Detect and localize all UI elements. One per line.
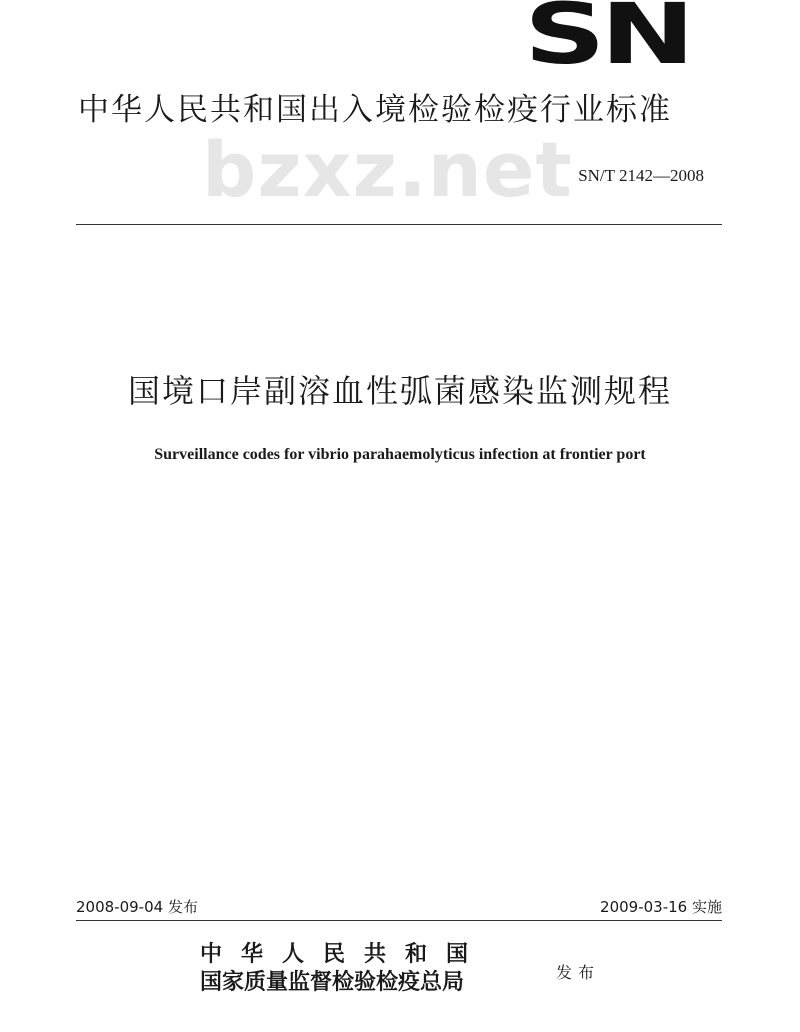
top-divider (76, 224, 722, 225)
industry-standard-title: 中华人民共和国出入境检验检疫行业标准 (78, 92, 672, 128)
publish-label: 发布 (556, 963, 601, 982)
watermark: bzxz.net (202, 125, 573, 214)
issuer-line-2: 国家质量监督检验检疫总局 (200, 969, 465, 995)
effective-date: 2009-03-16 实施 (600, 898, 722, 916)
bottom-divider (76, 920, 722, 921)
document-title-en: Surveillance codes for vibrio parahaemolyticus infection at frontier port (154, 446, 646, 463)
sn-logo: SN (524, 0, 690, 83)
issue-date: 2008-09-04 发布 (76, 898, 198, 916)
document-title-zh: 国境口岸副溶血性弧菌感染监测规程 (127, 372, 672, 410)
issuer-line-1: 中华人民共和国 (200, 941, 488, 967)
standard-number: SN/T 2142—2008 (578, 166, 704, 185)
